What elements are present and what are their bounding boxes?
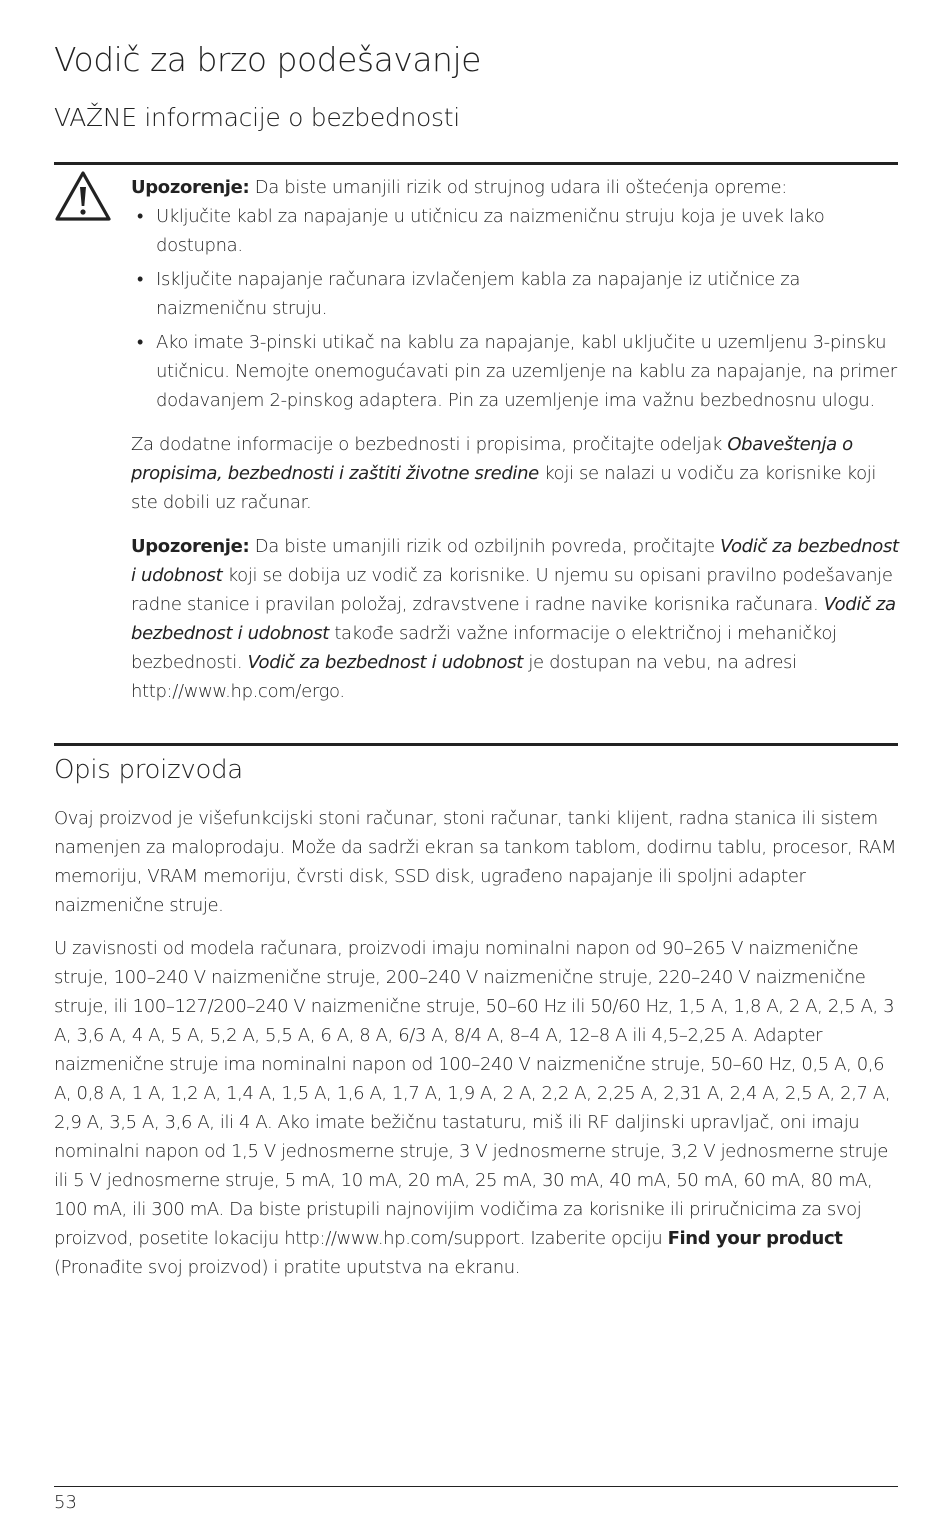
list-item: • Ako imate 3-pinski utikač na kablu za napajanje, kabl uključite u uzemljenu 3-pinsku utičnicu. Nemojte onemogućavati pin za uzemljenje na kablu za napajanje, na primer dodavanjem 2-pinskog adaptera. Pin za uzemljenje ima važnu bezbednosnu ulogu. — [156, 328, 901, 415]
text-run: koji se nalazi u vodiču za korisnike koji ste dobili uz računar. — [131, 463, 877, 513]
section-heading-product: Opis proizvoda — [54, 755, 243, 785]
document-reference: Vodič za bezbednost i udobnost — [131, 536, 899, 586]
warning-label: Upozorenje: — [131, 177, 250, 198]
warning-bullet-list — [131, 202, 901, 415]
warning-block — [131, 173, 901, 706]
warning-intro — [131, 173, 901, 202]
text-run: koji se dobija uz vodič za korisnike. U njemu su opisani pravilno podešavanje radne stanice i pravilan položaj, zdravstvene i radne navike korisnika računara. — [131, 565, 893, 615]
text-run: je dostupan na vebu, na adresi http://www.hp.com/ergo. — [131, 652, 797, 702]
text-run: Da biste umanjili rizik od ozbiljnih povreda, pročitajte — [249, 536, 721, 557]
page-title: Vodič za brzo podešavanje — [54, 40, 481, 79]
text-run: U zavisnosti od modela računara, proizvodi imaju nominalni napon od 90–265 V naizmenične struje, 100–240 V naizmenične struje, 200–240 V naizmenične struje, 220–240 V naizmenične struje, ili 100–127/200–240 V naizmenične struje, 50–60 Hz ili 50/60 Hz, 1,5 A, 1,8 A, 2 A, 2,5 A, 3 A, 3,6 A, 4 A, 5 A, 5,2 A, 5,5 A, 6 A, 8 A, 6/3 A, 8/4 A, 8–4 A, 12–8 A ili 4,5–2,25 A. Adapter naizmenične struje ima nominalni napon od 100–240 V naizmenične struje, 50–60 Hz, 0,5 A, 0,6 A, 0,8 A, 1 A, 1,2 A, 1,4 A, 1,5 A, 1,6 A, 1,7 A, 1,9 A, 2 A, 2,2 A, 2,25 A, 2,31 A, 2,4 A, 2,5 A, 2,7 A, 2,9 A, 3,5 A, 3,6 A, ili 4 A. Ako imate bežičnu tastaturu, miš ili RF daljinski upravljač, oni imaju nominalni napon od 1,5 V jednosmerne struje, 3 V jednosmerne struje, 3,2 V jednosmerne struje ili 5 V jednosmerne struje, 5 mA, 10 mA, 20 mA, 25 mA, 30 mA, 40 mA, 50 mA, 60 mA, 80 mA, 100 mA, ili 300 mA. Da biste pristupili najnovijim vodičima za korisnike ili priručnicima za svoj proizvod, posetite lokaciju http://www.hp.com/support. Izaberite opciju — [54, 938, 895, 1249]
list-item: • Uključite kabl za napajanje u utičnicu za naizmeničnu struju koja je uvek lako dostupna. — [156, 202, 901, 260]
section-heading-safety: VAŽNE informacije o bezbednosti — [54, 103, 460, 132]
find-product-option: Find your product — [667, 1228, 843, 1249]
section-divider — [54, 743, 898, 746]
list-item: • Isključite napajanje računara izvlačenjem kabla za napajanje iz utičnice za naizmeničnu struju. — [156, 265, 901, 323]
text-run: Za dodatne informacije o bezbednosti i propisima, pročitajte odeljak — [131, 434, 728, 455]
product-description-paragraph: Ovaj proizvod je višefunkcijski stoni računar, stoni računar, tanki klijent, radna stanica ili sistem namenjen za maloprodaju. Može da sadrži ekran sa tankom tablom, dodirnu tablu, procesor, RAM memoriju, VRAM memoriju, čvrsti disk, SSD disk, ugrađeno napajanje ili spoljni adapter naizmenične struje. — [54, 808, 897, 916]
document-reference: Obaveštenja o propisima, bezbednosti i zaštiti životne sredine — [131, 434, 853, 484]
document-reference: Vodič za bezbednost i udobnost — [247, 652, 523, 673]
footer-divider — [54, 1486, 898, 1487]
document-reference: Vodič za bezbednost i udobnost — [131, 594, 896, 644]
warning-intro-text: Da biste umanjili rizik od strujnog udara ili oštećenja opreme: — [249, 177, 787, 198]
ergonomics-warning-paragraph — [131, 532, 901, 706]
text-run: (Pronađite svoj proizvod) i pratite uputstva na ekranu. — [54, 1257, 521, 1278]
warning-triangle-icon — [54, 170, 112, 222]
text-run: takođe sadrži važne informacije o električnoj i mehaničkoj bezbednosti. — [131, 623, 837, 673]
page-number: 53 — [54, 1492, 77, 1513]
top-divider — [54, 162, 898, 165]
safety-info-paragraph — [131, 430, 901, 517]
warning-label: Upozorenje: — [131, 536, 250, 557]
product-ratings-paragraph — [54, 934, 898, 1282]
